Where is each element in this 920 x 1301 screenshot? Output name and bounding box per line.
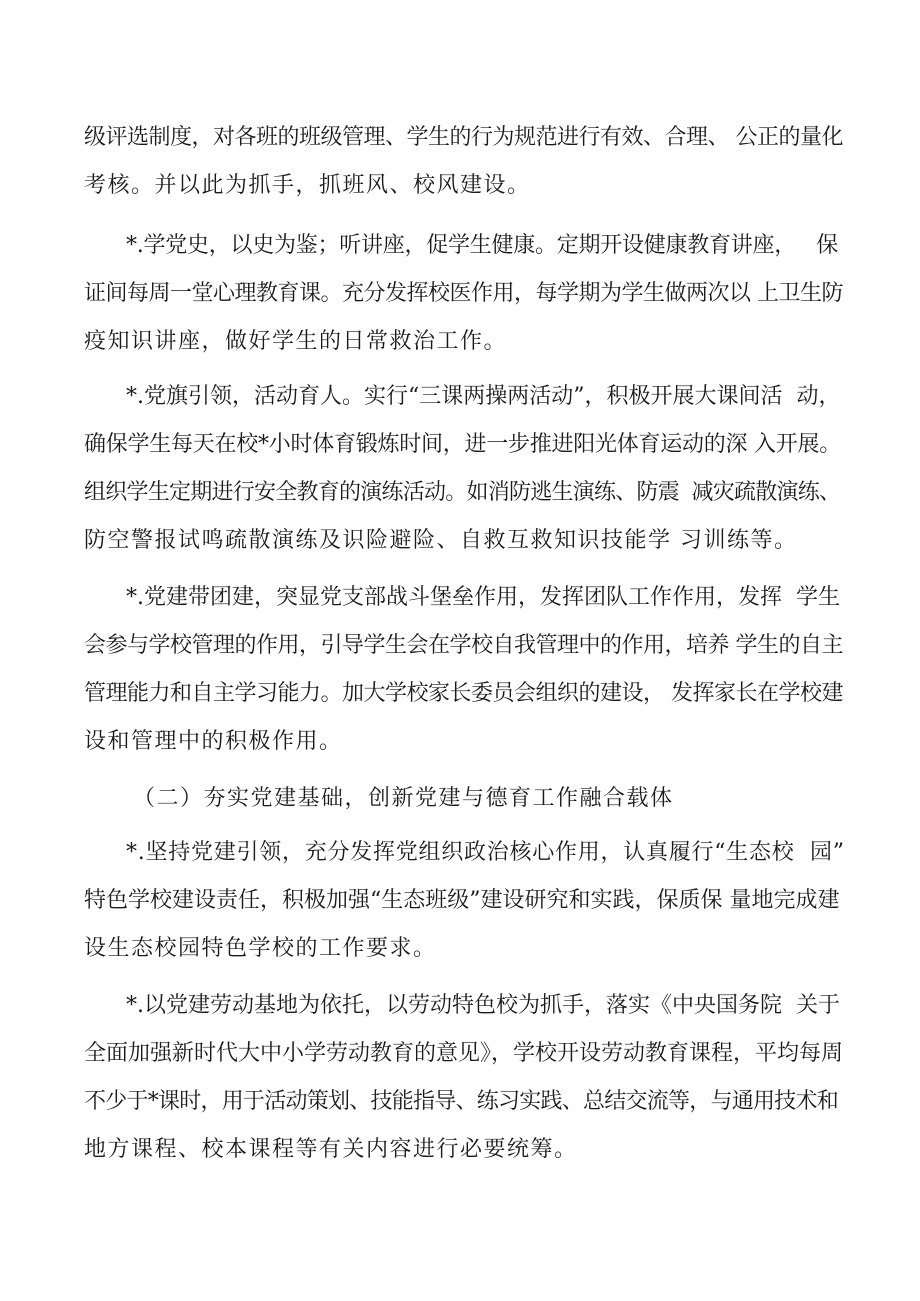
paragraph-4-line-1: *.党建带团建，突显党支部战斗堡垒作用，发挥团队工作作用，发挥 学生 xyxy=(126,585,840,610)
section-heading: （二）夯实党建基础，创新党建与德育工作融合载体 xyxy=(133,786,674,811)
paragraph-2-line-1: *.学党史，以史为鉴；听讲座，促学生健康。定期开设健康教育讲座， 保 xyxy=(126,233,838,258)
paragraph-4-line-2: 会参与学校管理的作用，引导学生会在学校自我管理中的作用，培养 学生的自主 xyxy=(84,633,843,658)
paragraph-4-line-3: 管理能力和自主学习能力。加大学校家长委员会组织的建设， 发挥家长在学校建 xyxy=(84,681,843,706)
paragraph-3-line-1: *.党旗引领，活动育人。实行“三课两操两活动”，积极开展大课间活 动， xyxy=(126,384,841,409)
paragraph-6-line-3: 设生态校园特色学校的工作要求。 xyxy=(84,936,437,961)
paragraph-7-line-2: 全面加强新时代大中小学劳动教育的意见》，学校开设劳动教育课程，平均每周 xyxy=(84,1041,844,1066)
paragraph-3-line-3: 组织学生定期进行安全教育的演练活动。如消防逃生演练、防震 减灾疏散演练、 xyxy=(84,480,841,505)
paragraph-7-line-1: *.以党建劳动基地为依托，以劳动特色校为抓手，落实《中央国务院 关于 xyxy=(126,993,840,1018)
paragraph-6-line-1: *.坚持党建引领，充分发挥党组织政治核心作用，认真履行“生态校 园” xyxy=(126,840,845,865)
paragraph-7-line-3: 不少于*课时，用于活动策划、技能指导、练习实践、总结交流等，与通用技术和 xyxy=(84,1089,839,1114)
paragraph-1-line-2: 考核。并以此为抓手，抓班风、校风建设。 xyxy=(84,173,531,198)
paragraph-2-line-2: 证间每周一堂心理教育课。充分发挥校医作用，每学期为学生做两次以 上卫生防 xyxy=(84,281,843,306)
paragraph-4-line-4: 设和管理中的积极作用。 xyxy=(84,729,343,754)
paragraph-7-line-4: 地方课程、校本课程等有关内容进行必要统筹。 xyxy=(84,1137,578,1162)
paragraph-3-line-4: 防空警报试鸣疏散演练及识险避险、自救互救知识技能学 习训练等。 xyxy=(84,528,798,553)
paragraph-1-line-1: 级评选制度，对各班的班级管理、学生的行为规范进行有效、合理、 公正的量化 xyxy=(84,125,843,150)
paragraph-6-line-2: 特色学校建设责任，积极加强“生态班级”建设研究和实践，保质保 量地完成建 xyxy=(84,888,840,913)
paragraph-3-line-2: 确保学生每天在校*小时体育锻炼时间，进一步推进阳光体育运动的深 入开展。 xyxy=(84,432,841,457)
paragraph-2-line-3: 疫知识讲座，做好学生的日常救治工作。 xyxy=(84,329,508,354)
